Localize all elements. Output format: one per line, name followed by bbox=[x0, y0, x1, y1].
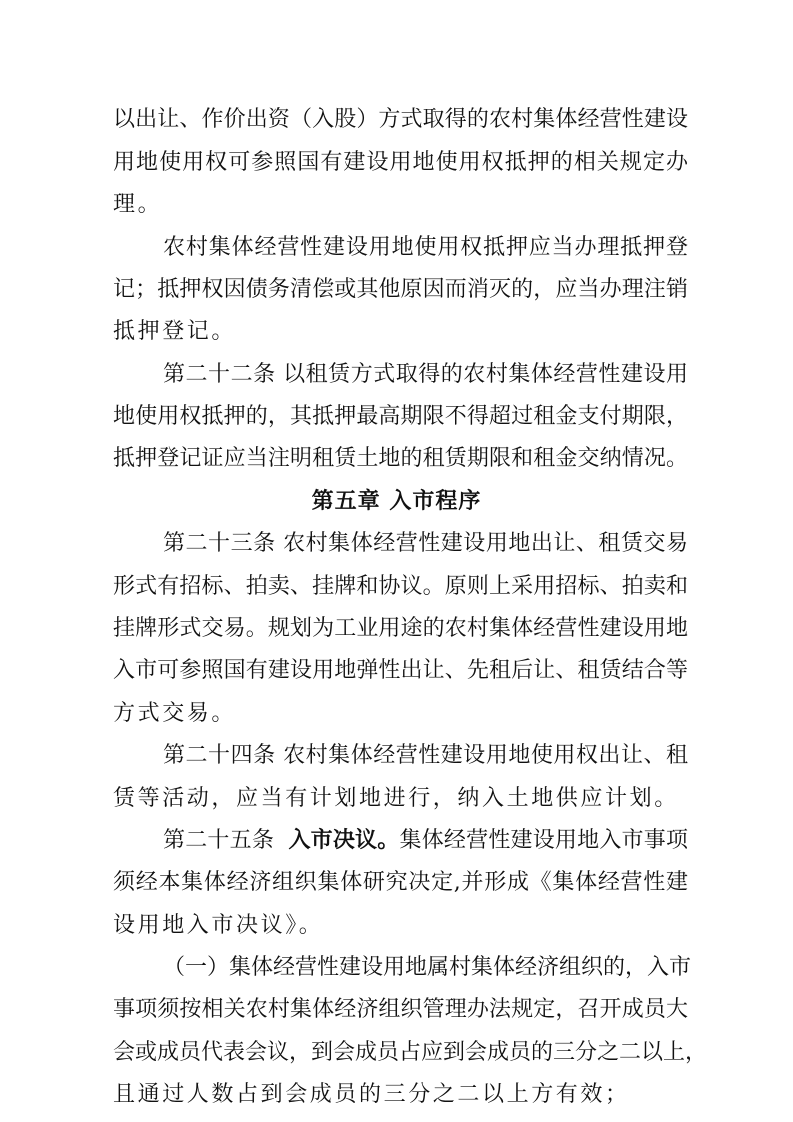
article-25-title: 入市决议。 bbox=[288, 828, 400, 853]
article-25-line2: 须经本集体经济组织集体研究决定,并形成《集体经营性建 bbox=[113, 870, 688, 895]
article-25-number: 第二十五条 bbox=[163, 828, 289, 853]
para1-line2: 用地使用权可参照国有建设用地使用权抵押的相关规定办 bbox=[113, 150, 688, 175]
item-1-line3: 会或成员代表会议，到会成员占应到会成员的三分之二以上， bbox=[113, 1040, 708, 1065]
item-1-line2: 事项须按相关农村集体经济组织管理办法规定，召开成员大 bbox=[113, 997, 688, 1022]
item-1-line4: 且通过人数占到会成员的三分之二以上方有效； bbox=[113, 1082, 630, 1107]
para2-line3: 抵押登记。 bbox=[113, 319, 237, 344]
article-24-line2: 赁等活动，应当有计划地进行，纳入土地供应计划。 bbox=[113, 786, 679, 811]
para2-line1: 农村集体经营性建设用地使用权抵押应当办理抵押登 bbox=[163, 235, 688, 260]
para2-line2: 记；抵押权因债务清偿或其他原因而消灭的，应当办理注销 bbox=[113, 277, 688, 302]
para1-line3: 理。 bbox=[113, 192, 163, 217]
article-23-line5: 方式交易。 bbox=[113, 701, 237, 726]
article-22-line3: 抵押登记证应当注明租赁土地的租赁期限和租金交纳情况。 bbox=[113, 446, 688, 471]
para1-line1: 以出让、作价出资（入股）方式取得的农村集体经营性建设 bbox=[113, 107, 688, 132]
article-25-line1 bbox=[163, 825, 688, 857]
article-22-line2: 地使用权抵押的，其抵押最高期限不得超过租金支付期限， bbox=[113, 404, 688, 429]
article-25-text: 集体经营性建设用地入市事项 bbox=[399, 828, 688, 853]
article-23-line4: 入市可参照国有建设用地弹性出让、先租后让、租赁结合等 bbox=[113, 658, 688, 683]
article-24-line1: 第二十四条 农村集体经营性建设用地使用权出让、租 bbox=[163, 743, 688, 768]
item-1-line1: （一）集体经营性建设用地属村集体经济组织的，入市 bbox=[163, 955, 692, 980]
article-25-line3: 设用地入市决议》。 bbox=[113, 913, 324, 938]
article-23-line3: 挂牌形式交易。规划为工业用途的农村集体经营性建设用地 bbox=[113, 616, 688, 641]
chapter-heading: 第五章 入市程序 bbox=[311, 489, 482, 514]
article-23-line2: 形式有招标、拍卖、挂牌和协议。原则上采用招标、拍卖和 bbox=[113, 574, 688, 599]
article-23-line1: 第二十三条 农村集体经营性建设用地出让、租赁交易 bbox=[163, 531, 688, 556]
article-22-line1: 第二十二条 以租赁方式取得的农村集体经营性建设用 bbox=[163, 362, 688, 387]
